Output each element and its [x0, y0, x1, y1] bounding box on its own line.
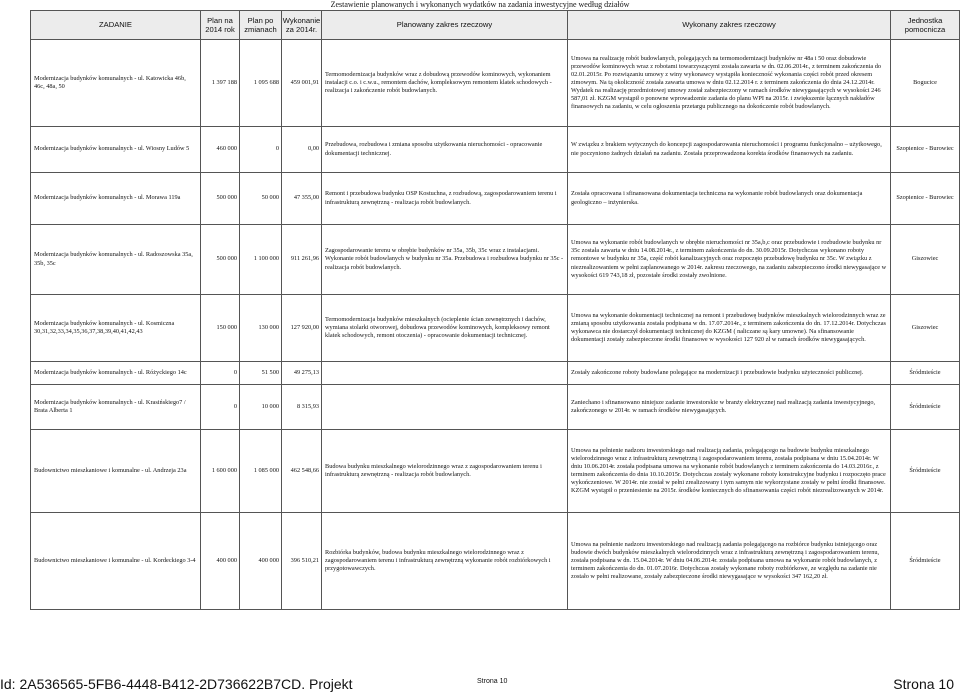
cell-text: Termomodernizacja budynków wraz z dobudową przewodów kominowych, wykonaniem instalacji c.o. i c.w.u., remontem dachów, kompleksowym remontem klatek schodowych - realizacja i zakończenie robót budowlanych.	[325, 70, 552, 95]
row-8-task	[30, 430, 200, 513]
document-title: Zestawienie planowanych i wykonanych wydatków na zadania inwestycyjne według działów	[330, 0, 630, 9]
cell-text: 1 085 000	[253, 466, 279, 474]
cell-text: Umowa na pełnienie nadzoru inwestorskiego nad realizacją zadania polegającego na rozbiórce budynku istniejącego oraz budowie dwóch budynków mieszkalnych wielorodzinnych wraz z infrastrukturą zewnętrzną i zagospodarowaniem terenu, została podpisana w dn. 15.04.2014r. W dniu 04.06.2014r. została podpisana umowa na wykonanie robót budowlanych, z terminem zakończenia do dn. 01.07.2016r. Dotychczas zostały wykonane roboty rozbiórkowe, ze względu na zadanie nie zostało w pełni realizowane, zostały zabezpieczone środki niewygasające w wysokości 347 162,20 zł.	[571, 540, 880, 581]
cell-text: Umowa na wykonanie dokumentacji technicznej na remont i przebudowę budynków mieszkalnych wielorodzinnych wraz ze zmianą sposobu użytkowania została podpisana w dn. 17.07.2014r., z terminem zakończenia do dn. 17.12.2014r. Dotychczas wykonawca nie dostarczył dokumentacji technicznej do KZGM ( naliczane są kary umowne). Na sfinansowanie dokumentacji zostały zabezpieczone środki finansowe w wysokości 127 920 zł w ramach środków niewygasających.	[571, 311, 886, 344]
cell-text: Budowa budynku mieszkalnego wielorodzinnego wraz z zagospodarowaniem terenu i infrastrukturą zewnętrzną - realizacja robót budowlanych.	[325, 462, 542, 478]
row-7-unit	[890, 385, 960, 430]
header-label: Wykonanie za 2014r.	[282, 15, 321, 34]
cell-text: 0	[233, 402, 237, 410]
row-5-task	[30, 295, 200, 362]
cell-text: Została opracowana i sfinansowana dokumentacja techniczna na wykonanie robót budowlanych oraz dokumentacja geologiczno – inżynierska.	[571, 190, 863, 206]
row-8-unit	[890, 430, 960, 513]
row-8-planned	[321, 430, 567, 513]
row-9-plan-after	[239, 513, 281, 610]
row-1-task	[30, 40, 200, 127]
row-4-task	[30, 225, 200, 295]
row-1-done	[567, 40, 890, 127]
cell-text: 0	[275, 145, 279, 153]
row-7-task	[30, 385, 200, 430]
cell-text: 500 000	[216, 255, 237, 263]
row-3-task	[30, 173, 200, 225]
cell-text: Giszowiec	[911, 323, 939, 331]
row-5-done	[567, 295, 890, 362]
cell-text: 127 920,00	[290, 323, 319, 331]
cell-text: Śródmieście	[909, 368, 941, 376]
cell-text: Śródmieście	[909, 402, 941, 410]
cell-text: 47 355,00	[293, 194, 319, 202]
row-5-plan-after	[239, 295, 281, 362]
row-2-plan	[200, 127, 239, 173]
footer-document-id: Id: 2A536565-5FB6-4448-B412-2D736622B7CD. Projekt	[0, 676, 353, 692]
row-9-executed	[281, 513, 321, 610]
cell-text: Termomodernizacja budynków mieszkalnych (ocieplenie ścian zewnętrznych i dachów, wymiana stolarki otworowej, dobudowa przewodów kominowych, kompleksowy remont klatek schodowych, remont otoczenia) - opracowanie dokumentacji technicznej.	[325, 315, 550, 340]
cell-text: 130 000	[258, 323, 279, 331]
header-plan-after	[239, 10, 281, 40]
row-4-plan-after	[239, 225, 281, 295]
cell-text: Umowa na wykonanie robót budowlanych w obrębie nieruchomości nr 35a,b,c oraz przebudowie i rozbudowie budynku nr 35c została zawarta w dniu 14.08.2014r., z terminem zakończenia do dn. 30.09.2015r. Dotychczas wykonano roboty remontowe w budynku nr 35a, część robót kanalizacyjnych oraz rozpoczęto przebudowę budynku nr 35c. W związku z niezrealizowaniem w pełni zaplanowanego w 2014r. zakresu rzeczowego, na zadaniu zabezpieczono środki niewygasające w wysokości 619 743,18 zł, pozostałe środki zostały zwolnione.	[571, 239, 887, 279]
row-6-plan-after	[239, 362, 281, 385]
row-8-plan-after	[239, 430, 281, 513]
row-3-plan	[200, 173, 239, 225]
header-label: Plan na 2014 rok	[205, 15, 235, 34]
row-5-planned	[321, 295, 567, 362]
header-planned-scope	[321, 10, 567, 40]
row-6-planned	[321, 362, 567, 385]
cell-text: Modernizacja budynków komunalnych - ul. Radoszowska 35a, 35b, 35c	[34, 251, 193, 267]
row-2-plan-after	[239, 127, 281, 173]
row-1-executed	[281, 40, 321, 127]
cell-text: 49 275,13	[293, 368, 319, 376]
row-1-planned	[321, 40, 567, 127]
row-7-executed	[281, 385, 321, 430]
cell-text: Śródmieście	[909, 466, 941, 474]
footer-page-number: Strona 10	[477, 678, 508, 685]
row-1-plan	[200, 40, 239, 127]
cell-text: 10 000	[261, 402, 279, 410]
cell-text: Szopienice - Burowiec	[896, 194, 954, 202]
row-7-planned	[321, 385, 567, 430]
cell-text: Umowa na pełnienie nadzoru inwestorskiego nad realizacją zadania, polegającego na budowie budynku mieszkalnego wielorodzinnego wraz z infrastrukturą zewnętrzną i zagospodarowaniem terenu, została podpisana w dniu 15.04.2014r. W dniu 10.06.2014r. została podpisana umowa na wykonanie robót budowlanych z terminem zakończenia do 14.03.2016r., z terminem zakończenia do dnia 10.10.2015r. Dotychczas zostały wykonane roboty konstrukcyjne budynku i rozpoczęto prace wykończeniowe. W 2014r. nie został w pełni zrealizowany i tym samym nie wykorzystane zostały w pełni środki finansowe. KZGM wystąpił o przeniesienie na 2015r. środków koniecznych do sfinansowania części robót niezrealizowanych w 2014r.	[571, 446, 886, 495]
row-9-plan	[200, 513, 239, 610]
row-3-executed	[281, 173, 321, 225]
row-8-plan	[200, 430, 239, 513]
row-5-unit	[890, 295, 960, 362]
header-label: Jednostka pomocnicza	[904, 15, 946, 34]
cell-text: 396 510,21	[290, 556, 319, 564]
cell-text: Modernizacja budynków komunalnych - ul. Morawa 119a	[34, 194, 181, 202]
cell-text: 911 261,96	[290, 255, 319, 263]
row-7-plan-after	[239, 385, 281, 430]
cell-text: Zaniechano i sfinansowano niniejsze zadanie inwestorskie w branży elektrycznej nad realizacją zadania inwestycyjnego, zakończonego w 2014r. w ramach środków niewygasających.	[571, 398, 876, 414]
header-label: ZADANIE	[99, 20, 132, 30]
header-label: Wykonany zakres rzeczowy	[682, 20, 776, 30]
row-9-unit	[890, 513, 960, 610]
cell-text: Bogucice	[913, 78, 937, 86]
row-2-planned	[321, 127, 567, 173]
cell-text: 500 000	[216, 194, 237, 202]
row-6-unit	[890, 362, 960, 385]
cell-text: 1 600 000	[211, 466, 237, 474]
header-executed	[281, 10, 321, 40]
cell-text: Modernizacja budynków komunalnych - ul. Katowicka 46b, 46c, 48a, 50	[34, 74, 186, 90]
cell-text: 8 315,93	[296, 402, 319, 410]
row-6-executed	[281, 362, 321, 385]
row-3-unit	[890, 173, 960, 225]
cell-text: 400 000	[258, 556, 279, 564]
cell-text: Zagospodarowanie terenu w obrębie budynków nr 35a, 35b, 35c wraz z instalacjami. Wykonanie robót budowlanych w budynku nr 35a. Przebudowa i rozbudowa budynku nr 35c - realizacja robót budowlanych.	[325, 247, 564, 271]
cell-text: Giszowiec	[911, 255, 939, 263]
row-9-task	[30, 513, 200, 610]
row-8-executed	[281, 430, 321, 513]
header-task	[30, 10, 200, 40]
row-4-executed	[281, 225, 321, 295]
header-unit	[890, 10, 960, 40]
cell-text: 51 500	[261, 368, 279, 376]
cell-text: 400 000	[216, 556, 237, 564]
row-5-plan	[200, 295, 239, 362]
header-executed-scope	[567, 10, 890, 40]
row-6-done	[567, 362, 890, 385]
row-6-task	[30, 362, 200, 385]
row-2-unit	[890, 127, 960, 173]
cell-text: Modernizacja budynków komunalnych - ul. Krasińskiego7 / Brata Alberta 1	[34, 398, 186, 414]
header-plan	[200, 10, 239, 40]
cell-text: Rozbiórka budynków, budowa budynku mieszkalnego wielorodzinnego wraz z zagospodarowaniem terenu i infrastrukturą zewnętrzną wykonanie robót rozbiórkowych i przygotowawczych.	[325, 548, 551, 573]
row-4-unit	[890, 225, 960, 295]
cell-text: Budownictwo mieszkaniowe i komunalne - ul. Andrzeja 23a	[34, 466, 187, 474]
row-8-done	[567, 430, 890, 513]
cell-text: Budownictwo mieszkaniowe i komunalne - ul. Kordeckiego 3-4	[34, 556, 196, 564]
cell-text: 1 397 188	[211, 78, 237, 86]
cell-text: 150 000	[216, 323, 237, 331]
cell-text: Szopienice - Burowiec	[896, 145, 954, 153]
cell-text: Modernizacja budynków komunalnych - ul. Kosmiczna 30,31,32,33,34,35,36,37,38,39,40,41,42,43	[34, 319, 175, 335]
cell-text: Remont i przebudowa budynku OSP Kostuchna, z rozbudową, zagospodarowaniem terenu i infrastrukturą zewnętrzną - realizacja robót budowlanych.	[325, 190, 557, 206]
cell-text: Przebudowa, rozbudowa i zmiana sposobu użytkowania nieruchomości - opracowanie dokumentacji technicznej.	[325, 141, 543, 157]
row-5-executed	[281, 295, 321, 362]
row-3-done	[567, 173, 890, 225]
row-4-planned	[321, 225, 567, 295]
cell-text: Umowa na realizację robót budowlanych, polegających na termomodernizacji budynków nr 48a i 50 oraz dobudowie przewodów kominowych wraz z robotami towarzyszącymi została zawarta w dn. 02.06.2014r., z terminem zakończenia do 02.01.2015r. Po rozwiązaniu umowy z winy wykonawcy wystąpiła konieczność wykonania części robót przed okresem zimowym. Na tą okoliczność została zawarta umowa w dniu 02.12.2014 r. z terminem zakończenia do dnia 24.12.2014r. Wydatek na realizację przedmiotowej umowy został zabezpieczony w ramach środków niewygasających w wysokości 246 587,01 zł. KZGM wystąpił o ponowne wprowadzenie zadania do planu WPI na 2015r. i zwiększenie łącznych nakładów finansowych na zadaniu, w celu ogłoszenia przetargu publicznego na dokończenie robót budowlanych.	[571, 54, 882, 111]
row-3-planned	[321, 173, 567, 225]
row-2-executed	[281, 127, 321, 173]
cell-text: 462 548,66	[290, 466, 319, 474]
cell-text: 50 000	[261, 194, 279, 202]
expenditure-table	[30, 10, 960, 610]
cell-text: 459 001,91	[290, 78, 319, 86]
row-4-done	[567, 225, 890, 295]
footer-page-label: Strona 10	[893, 676, 954, 692]
row-3-plan-after	[239, 173, 281, 225]
row-6-plan	[200, 362, 239, 385]
header-label: Planowany zakres rzeczowy	[396, 20, 493, 30]
cell-text: 1 095 688	[253, 78, 279, 86]
cell-text: W związku z brakiem wytycznych do koncepcji zagospodarowania nieruchomości i programu funkcjonalno – użytkowego, nie poczyniono żadnych działań na zadaniu. Została przeprowadzona korekta środków finansowych na zadaniu.	[571, 141, 882, 157]
row-2-done	[567, 127, 890, 173]
cell-text: 0	[233, 368, 237, 376]
row-2-task	[30, 127, 200, 173]
row-9-planned	[321, 513, 567, 610]
header-label: Plan po zmianach	[244, 15, 277, 34]
row-1-plan-after	[239, 40, 281, 127]
cell-text: Modernizacja budynków komunalnych - ul. Wiosny Ludów 5	[34, 145, 190, 153]
cell-text: 0,00	[307, 145, 319, 153]
cell-text: 460 000	[216, 145, 237, 153]
row-7-plan	[200, 385, 239, 430]
cell-text: 1 100 000	[253, 255, 279, 263]
row-7-done	[567, 385, 890, 430]
cell-text: Zostały zakończone roboty budowlane polegające na modernizacji i przebudowie budynku użyteczności publicznej.	[571, 368, 864, 376]
row-9-done	[567, 513, 890, 610]
row-4-plan	[200, 225, 239, 295]
cell-text: Modernizacja budynków komunalnych - ul. Różyckiego 14c	[34, 368, 187, 376]
cell-text: Śródmieście	[909, 556, 941, 564]
row-1-unit	[890, 40, 960, 127]
